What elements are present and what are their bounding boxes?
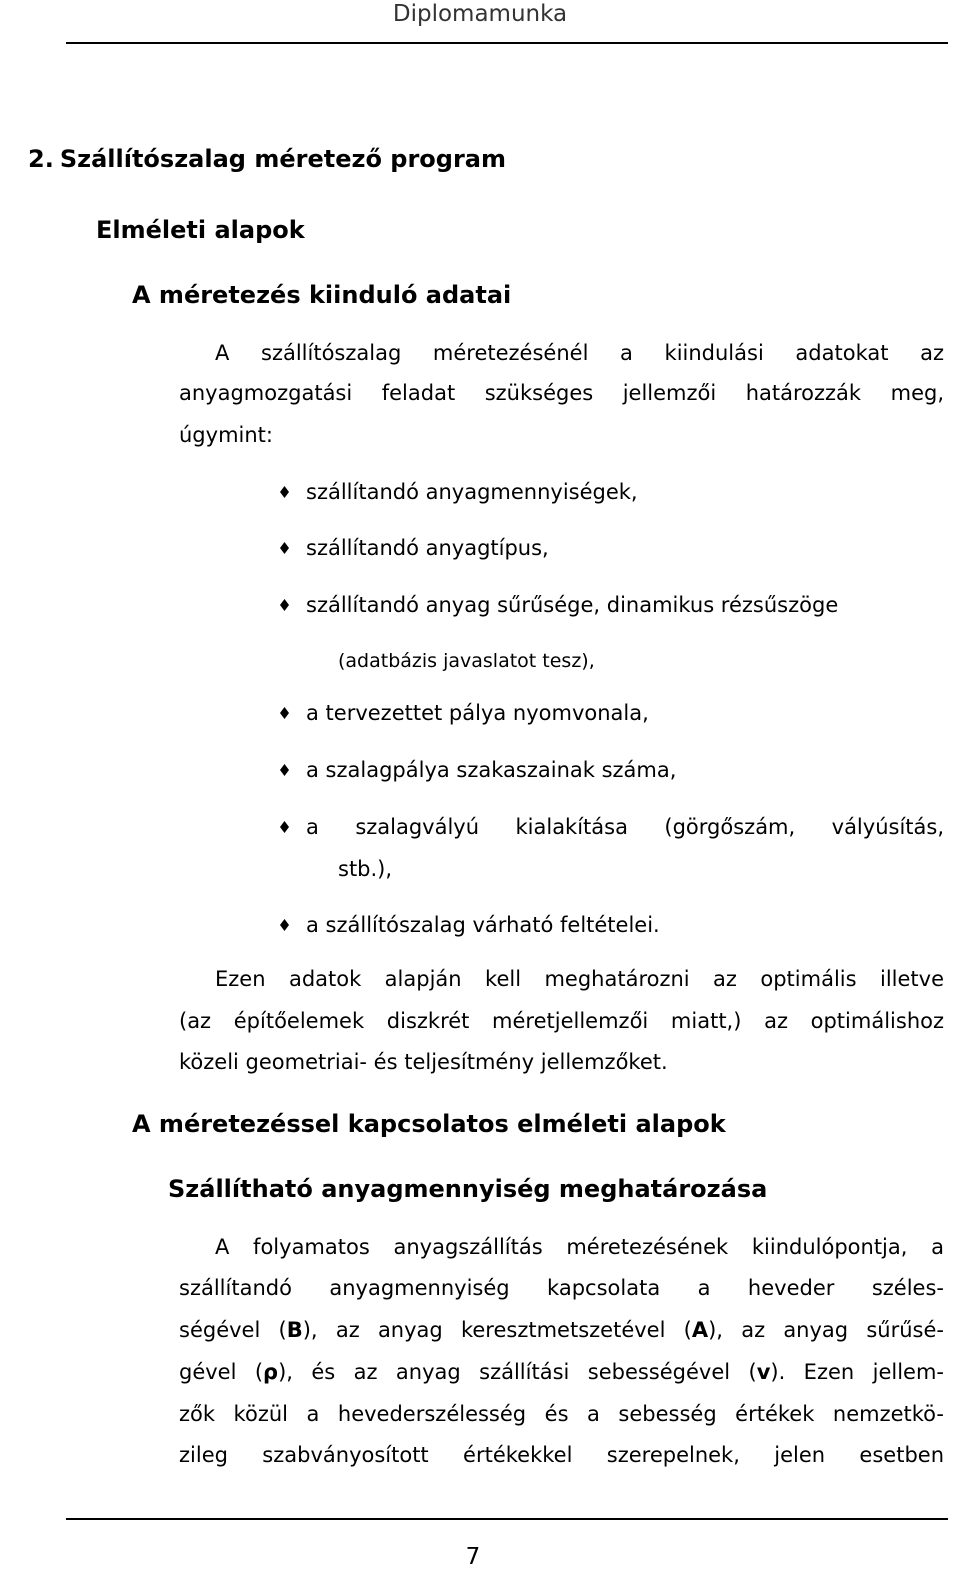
diamond-bullet-icon — [280, 486, 289, 498]
list-item-continuation: stb.), — [338, 857, 393, 881]
list-item-continuation: (adatbázis javaslatot tesz), — [338, 650, 595, 672]
header-rule — [66, 42, 948, 44]
chapter-heading — [28, 144, 506, 174]
subsection-heading: A méretezés kiinduló adatai — [132, 281, 512, 309]
chapter-title: Szállítószalag méretező program — [59, 145, 507, 173]
diamond-bullet-icon — [280, 821, 289, 833]
section-heading: Elméleti alapok — [96, 216, 305, 244]
symbol-v: v — [756, 1360, 771, 1384]
paragraph-line: közeli geometriai- és teljesítmény jellemzőket. — [179, 1050, 668, 1074]
diamond-bullet-icon — [280, 707, 289, 719]
symbol-rho: ρ — [263, 1360, 279, 1384]
symbol-B: B — [286, 1318, 303, 1342]
paragraph-line: zileg szabványosított értékekkel szerepelnek, jelen esetben — [179, 1443, 944, 1467]
paragraph-line: ségével (B), az anyag keresztmetszetével (A), az anyag sűrűsé- — [179, 1318, 944, 1342]
paragraph-line: Ezen adatok alapján kell meghatározni az optimális illetve — [215, 967, 944, 991]
paragraph-line: úgymint: — [179, 423, 273, 447]
page-number: 7 — [465, 1544, 481, 1570]
footer-rule — [66, 1518, 948, 1520]
paragraph-line: anyagmozgatási feladat szükséges jellemzői határozzák meg, — [179, 381, 944, 405]
symbol-A: A — [691, 1318, 709, 1342]
paragraph-line: gével (ρ), és az anyag szállítási sebességével (v). Ezen jellem- — [179, 1360, 944, 1384]
paragraph-line: A szállítószalag méretezésénél a kiindulási adatokat az — [215, 341, 944, 365]
running-header: Diplomamunka — [392, 1, 568, 27]
subsubsection-heading: Szállítható anyagmennyiség meghatározása — [168, 1175, 768, 1203]
paragraph-line: (az építőelemek diszkrét méretjellemzői miatt,) az optimálishoz — [179, 1009, 944, 1033]
subsection-heading: A méretezéssel kapcsolatos elméleti alapok — [132, 1110, 726, 1138]
diamond-bullet-icon — [280, 764, 289, 776]
diamond-bullet-icon — [280, 599, 289, 611]
chapter-number: 2. — [28, 145, 54, 173]
diamond-bullet-icon — [280, 919, 289, 931]
paragraph-line: A folyamatos anyagszállítás méretezésének kiindulópontja, a — [215, 1235, 944, 1259]
diamond-bullet-icon — [280, 542, 289, 554]
paragraph-line: zők közül a hevederszélesség és a sebesség értékek nemzetkö- — [179, 1402, 944, 1426]
paragraph-line: szállítandó anyagmennyiség kapcsolata a heveder széles- — [179, 1276, 944, 1300]
